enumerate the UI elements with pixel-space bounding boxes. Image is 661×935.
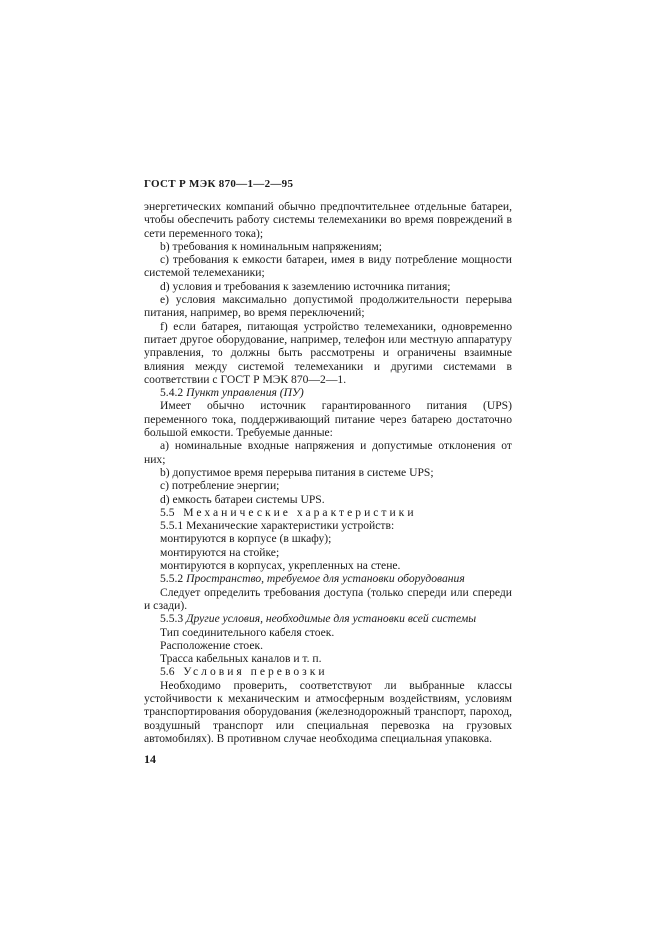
paragraph: Следует определить требования доступа (только спереди или спереди и сзади). [144, 585, 512, 612]
section-number: 5.5.3 [160, 612, 184, 626]
list-item: f) если батарея, питающая устройство телемеханики, одновременно питает другое оборудование, например, телефон или местную аппаратуру управления, то должны быть рассмотрены и ограничены взаимные влияния между системой телемеханики и другими системами в соответствии с ГОСТ Р МЭК 870—2—1. [144, 319, 512, 386]
paragraph: Необходимо проверить, соответствуют ли выбранные классы устойчивости к механическим и атмосферным воздействиям, условиям транспортирования оборудования (железнодорожный транспорт, пароход, воздушный транспорт или специальная перевозка на грузовых автомобилях). В противном случае необходима специальная упаковка. [144, 678, 512, 745]
list-item: d) емкость батареи системы UPS. [160, 492, 325, 506]
paragraph: Имеет обычно источник гарантированного питания (UPS) переменного тока, поддерживающий питание через батарею достаточно большой емкости. Требуемые данные: [144, 399, 512, 440]
section-heading-5-5-2 [144, 572, 512, 585]
list-item: e) условия максимально допустимой продолжительности перерыва питания, например, во время переключений; [144, 293, 512, 320]
list-item: монтируются в корпусе (в шкафу); [160, 532, 332, 546]
list-item: c) требования к емкости батареи, имея в виду потребление мощности системой телемеханики; [144, 253, 512, 280]
section-title: Пункт управления (ПУ) [186, 386, 304, 400]
page-header: ГОСТ Р МЭК 870—1—2—95 [144, 178, 294, 190]
page-number: 14 [144, 752, 156, 766]
section-number: 5.5.2 [160, 572, 184, 586]
list-item: a) номинальные входные напряжения и допустимые отклонения от них; [144, 439, 512, 466]
section-heading-5-5 [144, 506, 512, 519]
section-title: Условия перевозки [183, 665, 328, 679]
section-title: Другие условия, необходимые для установки всей системы [186, 612, 477, 626]
list-item: b) допустимое время перерыва питания в системе UPS; [160, 465, 434, 479]
list-item: Тип соединительного кабеля стоек. [160, 625, 335, 639]
section-number: 5.4.2 [160, 386, 184, 400]
section-heading-5-5-3 [144, 612, 512, 625]
section-heading-5-6 [144, 665, 512, 678]
section-title: Механические характеристики [183, 505, 417, 519]
list-item: d) условия и требования к заземлению источника питания; [160, 279, 451, 293]
document-body [144, 200, 512, 745]
paragraph: энергетических компаний обычно предпочтительнее отдельные батареи, чтобы обеспечить работу системы телемеханики во время повреждений в сети переменного тока); [144, 200, 512, 240]
list-item: монтируются в корпусах, укрепленных на стене. [160, 559, 401, 573]
list-item: c) потребление энергии; [160, 479, 280, 493]
list-item: монтируются на стойке; [160, 545, 280, 559]
section-number: 5.6 [160, 665, 175, 679]
list-item: Расположение стоек. [160, 638, 264, 652]
section-number: 5.5 [160, 505, 175, 519]
list-item: b) требования к номинальным напряжениям; [160, 239, 382, 253]
section-heading-5-4-2 [144, 386, 512, 399]
section-title: Пространство, требуемое для установки оборудования [186, 572, 465, 586]
section-heading-5-5-1: 5.5.1 Механические характеристики устройств: [160, 519, 395, 533]
list-item: Трасса кабельных каналов и т. п. [160, 652, 322, 666]
